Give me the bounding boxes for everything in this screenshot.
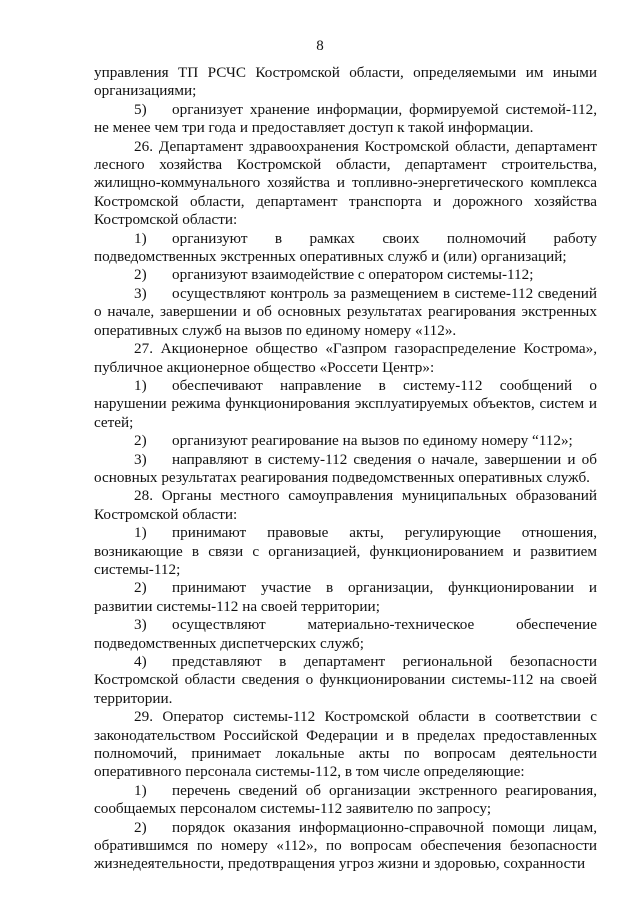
list-item-number: 3): [134, 450, 147, 468]
list-item-number: 2): [134, 266, 147, 284]
list-item-number: 2): [134, 579, 147, 597]
paragraph-continuation: управления ТП РСЧС Костромской области, определяемыми им иными организациями;: [94, 64, 597, 100]
list-item-text: порядок оказания информационно-справочной помощи лицам, обратившимся по номеру «112», по вопросам обеспечения безопасности жизнедеятельности, предотвращения угроз жизни и здоровью, сохранности: [94, 818, 597, 873]
list-item: [94, 782, 597, 819]
list-item-text: организуют взаимодействие с оператором системы-112;: [172, 266, 534, 284]
list-item-number: 1): [134, 376, 147, 394]
list-item: [94, 266, 597, 284]
list-item: [94, 653, 597, 708]
paragraph: 26. Департамент здравоохранения Костромской области, департамент лесного хозяйства Костромской области, департамент строительства, жилищно-коммунального хозяйства и топливно-энергетического комплекса Костромской области, департамент транспорта и дорожного хозяйства Костромской области:: [94, 137, 597, 229]
list-item-number: 1): [134, 524, 147, 542]
list-item: [94, 377, 597, 432]
list-item: [94, 432, 597, 450]
list-item-number: 2): [134, 432, 147, 450]
paragraph: 27. Акционерное общество «Газпром газораспределение Кострома», публичное акционерное общество «Россети Центр»:: [94, 340, 597, 376]
list-item-text: организует хранение информации, формируемой системой-112, не менее чем три года и предоставляет доступ к такой информации.: [94, 100, 597, 137]
list-item: [94, 616, 597, 653]
list-item: [94, 819, 597, 874]
list-item-text: организуют в рамках своих полномочий работу подведомственных экстренных оперативных служб и (или) организаций;: [94, 229, 597, 266]
list-item-number: 3): [134, 616, 147, 634]
list-item: [94, 230, 597, 267]
list-item: [94, 524, 597, 579]
paragraph: 29. Оператор системы-112 Костромской области в соответствии с законодательством Российской Федерации и в пределах предоставленных полномочий, принимает локальные акты по вопросам деятельности оперативного персонала системы-112, в том числе определяющие:: [94, 708, 597, 781]
list-item-text: перечень сведений об организации экстренного реагирования, сообщаемых персоналом системы-112 заявителю по запросу;: [94, 781, 597, 818]
paragraph: 28. Органы местного самоуправления муниципальных образований Костромской области:: [94, 487, 597, 523]
list-item-text: принимают правовые акты, регулирующие отношения, возникающие в связи с организацией, функционированием и развитием системы-112;: [94, 524, 597, 578]
page-number: 8: [316, 38, 324, 54]
list-item: [94, 101, 597, 138]
list-item: [94, 451, 597, 488]
list-item-text: осуществляют материально-техническое обеспечение подведомственных диспетчерских служб;: [94, 616, 597, 652]
list-item-text: обеспечивают направление в систему-112 сообщений о нарушении режима функционирования эксплуатируемых объектов, систем и сетей;: [94, 376, 597, 431]
list-item-number: 4): [134, 653, 147, 670]
list-item-text: представляют в департамент региональной безопасности Костромской области сведения о функционировании системы-112 на своей территории.: [94, 653, 597, 707]
list-item: [94, 285, 597, 340]
list-item-number: 1): [134, 781, 147, 799]
list-item-text: организуют реагирование на вызов по единому номеру “112»;: [172, 432, 573, 450]
list-item-number: 2): [134, 818, 147, 836]
document-body: [94, 64, 597, 874]
list-item-text: принимают участие в организации, функционировании и развитии системы-112 на своей территории;: [94, 579, 597, 615]
list-item-text: направляют в систему-112 сведения о начале, завершении и об основных результатах реагирования подведомственных оперативных служб.: [94, 450, 597, 486]
list-item: [94, 579, 597, 616]
list-item-number: 5): [134, 100, 147, 118]
list-item-text: осуществляют контроль за размещением в системе-112 сведений о начале, завершении и об основных результатах реагирования экстренных оперативных служб на вызов по единому номеру «112».: [94, 284, 597, 339]
list-item-number: 1): [134, 229, 147, 247]
list-item-number: 3): [134, 284, 147, 302]
